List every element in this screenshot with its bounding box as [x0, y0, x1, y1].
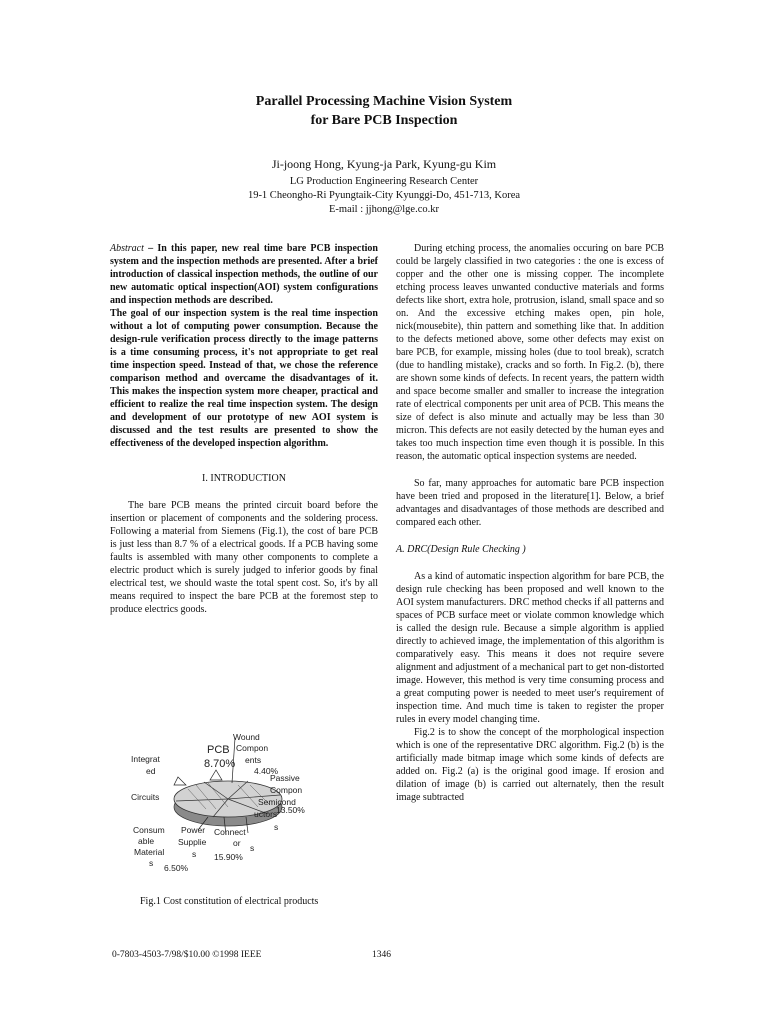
label-or: or — [233, 838, 241, 848]
leader-arrow — [210, 770, 222, 780]
label-connect: Connect — [214, 827, 246, 837]
label-semicond: Semicond — [258, 797, 296, 807]
label-pcb: PCB — [207, 744, 230, 756]
left-column — [110, 242, 378, 616]
body-paragraph-morphological: Fig.2 is to show the concept of the morphological inspection which is one of the representative DRC algorithm. Fig.2 (b) is the artificially made bitmap image which some kinds of defects are added on. Fig.2 (a) is the original good image. If erosion and dilation of image (b) is carried out alternately, then the result image subtracted — [396, 727, 664, 803]
abstract-text-1: – In this paper, new real time bare PCB inspection system and the inspection methods are presented. After a brief introduction of classical inspection methods, the outline of our new automatic optical inspection(AOI) system configurations and inspection methods are described. — [110, 243, 378, 306]
label-circuits: Circuits — [131, 792, 160, 802]
intro-paragraph-1: The bare PCB means the printed circuit board before the insertion or placement of components and the soldering process. Following a material from Siemens (Fig.1), the cost of bare PCB is just less than 8.7 % of a electrical goods. If a PCB having some faults is assembled with many other components to complete a electric product which is surely judged to inferior goods by final electrical test, we should waste the total spent cost. So, it's by all means required to inspect the bare PCB at the foremost step to produce electrics goods. — [110, 500, 378, 615]
label-power-percent: 15.90% — [214, 852, 243, 862]
address: 19-1 Cheongho-Ri Pyungtaik-City Kyunggi-Do, 451-713, Korea — [247, 190, 521, 201]
affiliation: LG Production Engineering Research Center — [289, 176, 479, 187]
label-power: Power — [181, 825, 206, 835]
label-integrat: Integrat — [131, 754, 160, 764]
label-pcb-percent: 8.70% — [204, 758, 236, 770]
label-consum: Consum — [133, 825, 165, 835]
label-consumables-percent: 6.50% — [164, 863, 189, 873]
label-uctors: uctors — [254, 809, 278, 819]
label-s3: s — [250, 843, 255, 853]
figure-1 — [108, 725, 378, 895]
label-material: Material — [134, 847, 165, 857]
email: E-mail : jjhong@lge.co.kr — [329, 204, 439, 215]
abstract-lead: Abstract — [110, 243, 144, 254]
footer-copyright: 0-7803-4503-7/98/$10.00 ©1998 IEEE — [112, 950, 262, 960]
abstract-paragraph-2: The goal of our inspection system is the real time inspection without a lot of computing power consumption. Because the design-rule verification process directly to the image patterns is a time consuming process, it's not appropriate to get real time inspection speed. Instead of that, we chose the reference comparison method and overcame the disadvantages of it. This makes the inspection system more cheaper, practical and efficient to realize the real time inspection system. The design and development of our prototype of new AOI system is discussed and the test results are presented to show the effectiveness of the developed inspection algorithm. — [110, 308, 378, 449]
label-components-percent: 4.40% — [254, 766, 279, 776]
paper-title-line2: for Bare PCB Inspection — [310, 113, 458, 128]
label-ents: ents — [245, 755, 262, 765]
subsection-heading-drc: A. DRC(Design Rule Checking ) — [396, 544, 526, 555]
figure-1-caption: Fig.1 Cost constitution of electrical products — [140, 896, 319, 907]
label-s2: s — [192, 849, 197, 859]
section-heading-introduction: I. INTRODUCTION — [202, 473, 286, 484]
body-paragraph-etching: During etching process, the anomalies occuring on bare PCB could be largely classified in two categories : the one is excess of copper and the other one is missing copper. The incomplete etching process leaves unwanted conductive materials and forms defects like short, extra hole, protrusion, island, small space and so on. And the excessive etching makes open, pin hole, nick(mousebite), thin pattern and something like that. In addition to the defects metioned above, some other defects may exist on bare PCB, for example, missing holes (due to tool break), scratch (due to handling mistake), cracks and so forth. In Fig.2. (b), there are shown some kinds of defects. In recent years, the pattern width and space become smaller and smaller to increase the integration rate of electrical components per unit area of PCB. This means the size of defect is also minute and actually may be less than 30 micron. This defects are not easily detected by the human eyes and takes too much inspection time even though it is possible. In this reason, the automatic optical inspection systems are needed. — [396, 243, 664, 462]
body-paragraph-drc: As a kind of automatic inspection algorithm for bare PCB, the design rule checking has been proposed and well known to the AOI system manufacturers. DRC method checks if all patterns and spaces of PCB surface meet or violate common knowledge which is called the design rule. Because a simple algorithm is applied directly to achieved image, the implementation of this algorithm is comparatively easy. This means it does not require severe alignment and adjustment of a mechanical part to get non-distorted image. However, this method is very time consuming process and a great computing power is needed to meet user's requirement of inspection time. And much time is taken to register the proper rules in every model changing time. — [396, 571, 664, 725]
paper-title-line1: Parallel Processing Machine Vision System — [255, 94, 513, 109]
label-wound: Wound — [233, 732, 260, 742]
author-list: Ji-joong Hong, Kyung-ja Park, Kyung-gu Kim — [271, 157, 497, 171]
right-column — [396, 242, 664, 804]
label-s1: s — [149, 858, 154, 868]
label-s-end: s — [274, 822, 279, 832]
leader-arrow — [174, 777, 186, 785]
label-compon: Compon — [236, 743, 269, 753]
abstract-paragraph-1 — [110, 242, 378, 307]
label-semiconductors-percent: 13.50% — [276, 805, 305, 815]
footer-page-number: 1346 — [372, 950, 391, 960]
label-components: Compon — [270, 785, 303, 795]
label-ed: ed — [146, 766, 156, 776]
label-able: able — [138, 836, 155, 846]
label-passive: Passive — [270, 773, 300, 783]
label-supplie: Supplie — [178, 837, 207, 847]
body-paragraph-approaches: So far, many approaches for automatic bare PCB inspection have been tried and proposed in the literature[1]. Below, a brief advantages and disadvantages of those methods are described and compared each other. — [396, 478, 664, 528]
